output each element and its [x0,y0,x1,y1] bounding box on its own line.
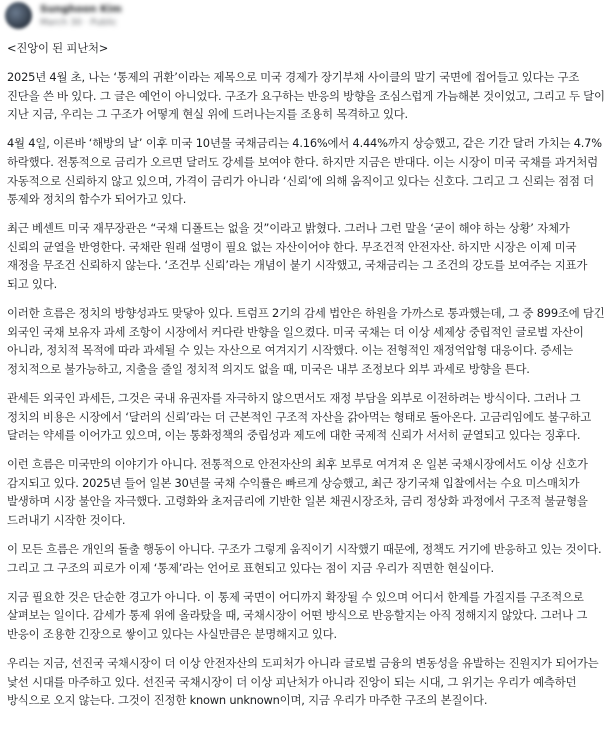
post-paragraph-5: 관세든 외국인 과세든, 그것은 국내 유권자를 자극하지 않으면서도 재정 부담을 외부로 이전하려는 방식이다. 그러나 그 정치의 비용은 시장에서 ‘달러의 신뢰’라는 더 근본적인 구조적 자산을 갉아먹는 형태로 돌아온다. 고금리임에도 불구하고 달러는 약세를 이어가고 있으며, 이는 통화정책의 중립성과 제도에 대한 국제적 신뢰가 서서히 균열되고 있다는 징후다. [7,391,592,443]
post-paragraph-3: 최근 베센트 미국 재무장관은 “국채 디폴트는 없을 것”이라고 밝혔다. 그러나 그런 말을 ‘굳이 해야 하는 상황’ 자체가 신뢰의 균열을 반영한다. 국채란 원래 설명이 필요 없는 자산이어야 한다. 무조건적 안전자산. 하지만 시장은 이제 미국 재정을 무조건 신뢰하지 않는다. ‘조건부 신뢰’라는 개념이 붙기 시작했고, 국채금리는 그 조건의 강도를 보여주는 지표가 되고 있다. [7,221,588,292]
author-name[interactable]: Sunghoon Kim [40,4,122,15]
post-paragraph-9: 우리는 지금, 선진국 국채시장이 더 이상 안전자산의 도피처가 아니라 글로벌 금융의 변동성을 유발하는 진원지가 되어가는 낯선 시대를 마주하고 있다. 선진국 국채시장이 더 이상 피난처가 아니라 진앙이 되는 시대, 그 위기는 우리가 예측하던 방식으로 오지 않는다. 그것이 진정한 known unknown이며, 지금 우리가 마주한 구조의 본질이다. [7,656,599,708]
post-paragraph-7: 이 모든 흐름은 개인의 돌출 행동이 아니다. 구조가 그렇게 움직이기 시작했기 때문에, 정책도 거기에 반응하고 있는 것이다. 그리고 그 구조의 피로가 이제 ‘통제’라는 언어로 표현되고 있다는 점이 지금 우리가 직면한 현실이다. [7,542,602,575]
post-title: <진앙이 된 피난처> [7,41,109,55]
post-paragraph-1: 2025년 4월 초, 나는 ‘통제의 귀환’이라는 제목으로 미국 경제가 장기부채 사이클의 말기 국면에 접어들고 있다는 구조 진단을 쓴 바 있다. 그 글은 예언이 아니었다. 구조가 요구하는 반응의 방향을 조심스럽게 가늠해본 것이었고, 그리고 두 달이 지난 지금, 우리는 그 구조가 어떻게 현실 위에 드러나는지를 조용히 목격하고 있다. [7,70,605,122]
post-paragraph-4: 이러한 흐름은 정치의 방향성과도 맞닿아 있다. 트럼프 2기의 감세 법안은 하원을 가까스로 통과했는데, 그 중 899조에 담긴 외국인 국채 보유자 과세 조항이 시장에서 커다란 반향을 일으켰다. 미국 국채는 더 이상 세제상 중립적인 글로벌 자산이 아니라, 정치적 목적에 따라 과세될 수 있는 자산으로 여겨지기 시작했다. 이는 전형적인 재정억압형 대응이다. 증세는 정치적으로 불가능하고, 지출을 줄일 정치적 의지도 없을 때, 미국은 내부 조정보다 외부 과세로 방향을 튼다. [7,306,605,376]
post-header [0,0,611,36]
post-paragraph-8: 지금 필요한 것은 단순한 경고가 아니다. 이 통제 국면이 어디까지 확장될 수 있으며 어디서 한계를 가질지를 구조적으로 살펴보는 일이다. 감세가 통제 위에 올라탔을 때, 국채시장이 어떤 방식으로 반응할지는 아직 정해지지 않았다. 그러나 그 반응이 조용한 긴장으로 쌓이고 있다는 사실만큼은 분명해지고 있다. [7,589,588,642]
post-paragraph-2: 4월 4일, 이른바 ‘해방의 날’ 이후 미국 10년물 국채금리는 4.16%에서 4.44%까지 상승했고, 같은 기간 달러 가치는 4.7% 하락했다. 전통적으로 금리가 오르면 달러도 강세를 보여야 한다. 하지만 지금은 반대다. 이는 시장이 미국 국채를 과거처럼 자동적으로 신뢰하지 않고 있으며, 가격이 금리가 아니라 ‘신뢰’에 의해 움직이고 있다는 신호다. 그리고 그 신뢰는 점점 더 통제와 정치의 함수가 되어가고 있다. [7,136,602,207]
avatar[interactable] [5,2,32,29]
post-body [7,39,605,720]
post-paragraph-6: 이런 흐름은 미국만의 이야기가 아니다. 전통적으로 안전자산의 최후 보루로 여겨져 온 일본 국채시장에서도 이상 신호가 감지되고 있다. 2025년 들어 일본 30년물 국채 수익률은 빠르게 상승했고, 최근 장기국채 입찰에서는 수요 미스매치가 발생하며 시장 불안을 자극했다. 고령화와 초저금리에 기반한 일본 채권시장조차, 금리 정상화 과정에서 구조적 불균형을 드러내기 시작한 것이다. [7,457,588,528]
post-meta[interactable]: March 30 · Public [40,18,117,28]
